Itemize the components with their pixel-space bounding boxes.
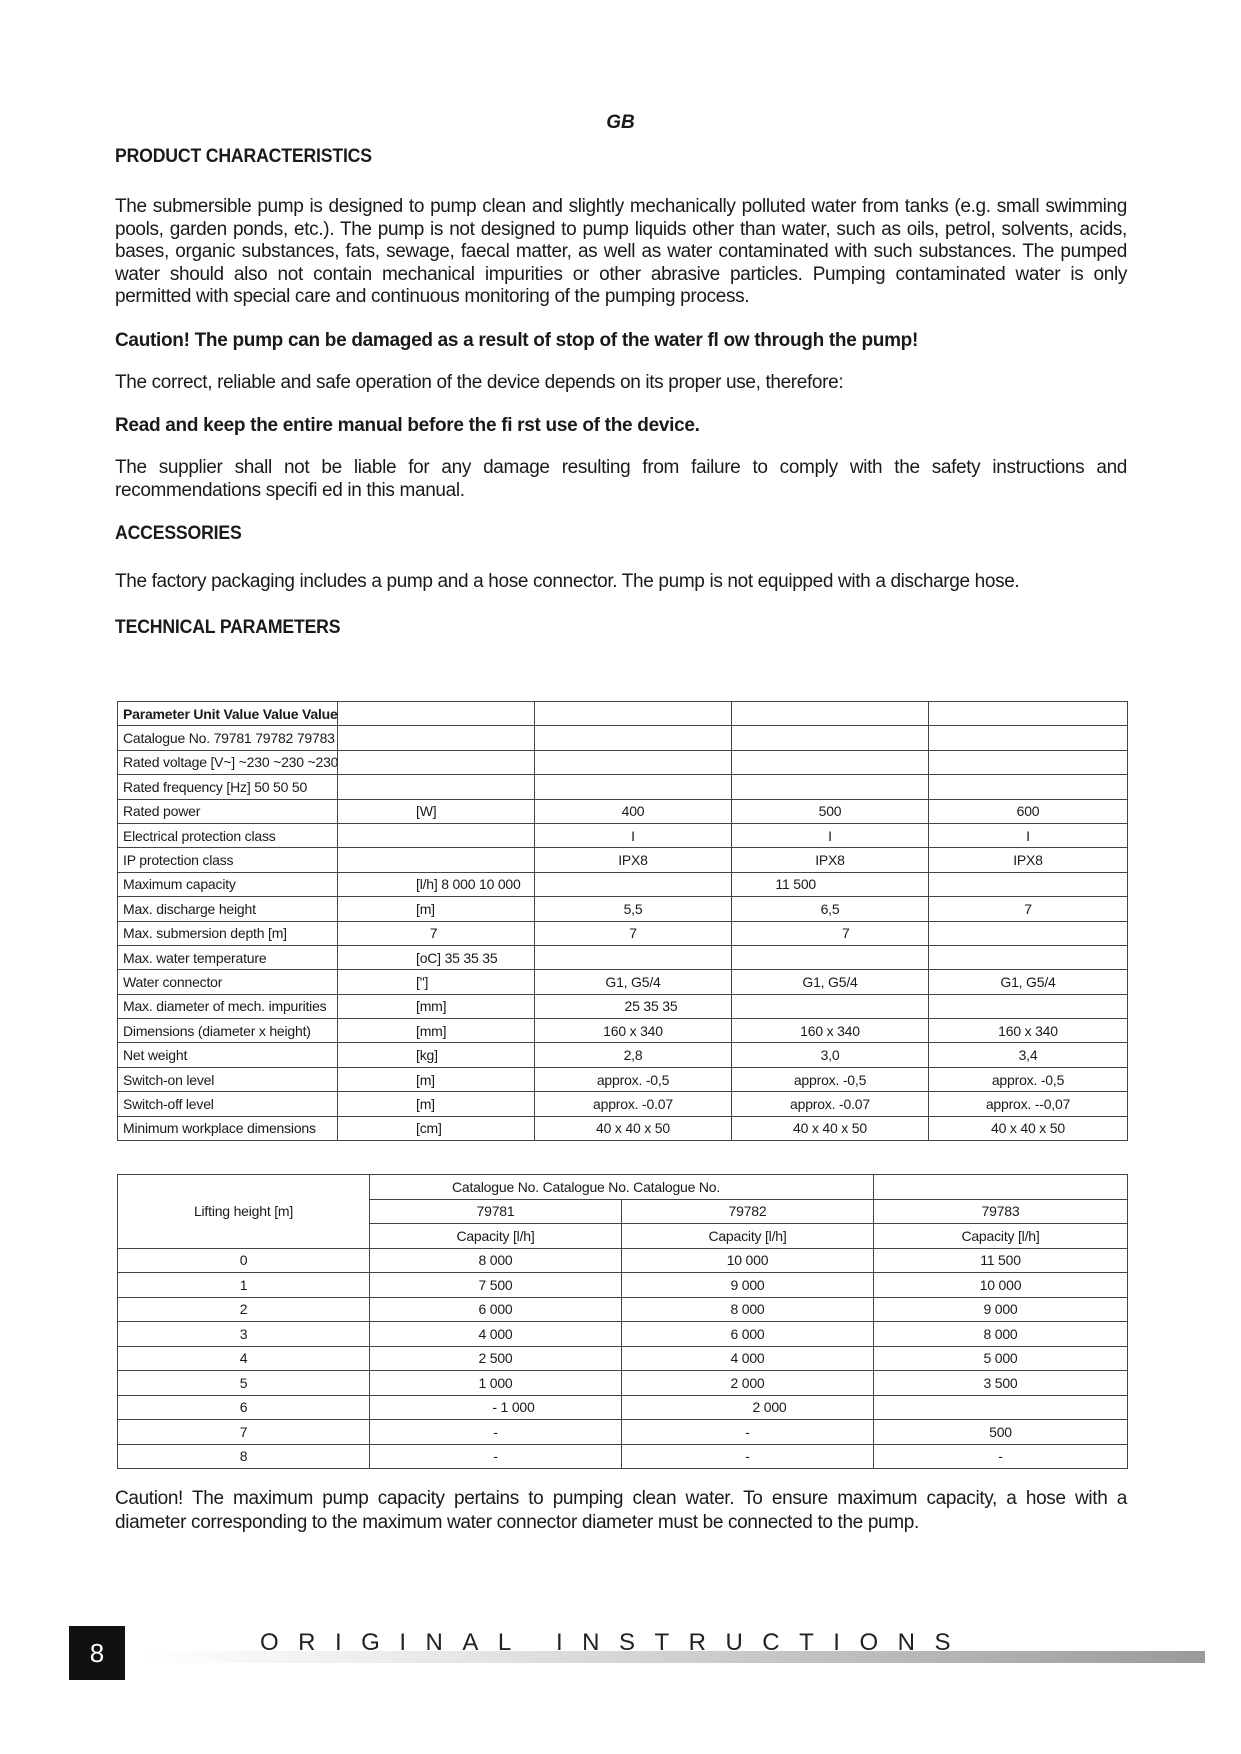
tech-param-name: Max. water temperature	[118, 945, 338, 969]
tech-row	[118, 799, 1128, 823]
tech-cell	[732, 750, 929, 774]
tech-cell: 160 x 340	[732, 1019, 929, 1043]
lifting-height-cell: 3	[118, 1322, 370, 1347]
read-manual-note: Read and keep the entire manual before the fi rst use of the device.	[115, 414, 700, 436]
capacity-cell: 8 000	[622, 1297, 874, 1322]
liability-note: The supplier shall not be liable for any damage resulting from failure to comply with the safety instructions and recommendations specifi ed in this manual.	[115, 457, 1127, 501]
tech-cell: ["]	[338, 970, 535, 994]
tech-cell: [W]	[338, 799, 535, 823]
tech-cell: [m]	[338, 1067, 535, 1091]
capacity-cell: 6 000	[622, 1322, 874, 1347]
tech-cell: I	[732, 823, 929, 847]
tech-row	[118, 994, 1128, 1018]
tech-cell: 25 35 35	[553, 994, 750, 1018]
tech-cell: [mm]	[338, 994, 535, 1018]
lifting-height-cell: 7	[118, 1420, 370, 1445]
tech-cell: 160 x 340	[929, 1019, 1128, 1043]
tech-param-name: Parameter Unit Value Value Value	[118, 702, 338, 726]
lifting-height-cell: 8	[118, 1444, 370, 1469]
tech-cell	[732, 945, 929, 969]
capacity-cell: 10 000	[622, 1248, 874, 1273]
model-cell: 79782	[622, 1199, 874, 1224]
capacity-cell: -	[874, 1444, 1128, 1469]
tech-cell	[535, 945, 732, 969]
lifting-height-cell: 0	[118, 1248, 370, 1273]
tech-cell: 400	[535, 799, 732, 823]
tech-cell: 500	[732, 799, 929, 823]
capacity-row	[118, 1297, 1128, 1322]
tech-cell: G1, G5/4	[929, 970, 1128, 994]
tech-param-name: Max. diameter of mech. impurities	[118, 994, 338, 1018]
section-title-accessories: ACCESSORIES	[115, 523, 242, 544]
tech-cell: IPX8	[732, 848, 929, 872]
model-cell: 79783	[874, 1199, 1128, 1224]
tech-param-name: Rated voltage [V~] ~230 ~230 ~230	[118, 750, 338, 774]
operation-note: The correct, reliable and safe operation of the device depends on its proper use, therefore:	[115, 372, 844, 393]
tech-cell: approx. -0,5	[732, 1067, 929, 1091]
tech-row	[118, 848, 1128, 872]
tech-cell: [oC] 35 35 35	[338, 945, 535, 969]
tech-row	[118, 1067, 1128, 1091]
capacity-cell: 11 500	[874, 1248, 1128, 1273]
tech-cell	[535, 726, 732, 750]
tech-cell: G1, G5/4	[535, 970, 732, 994]
tech-param-name: Maximum capacity	[118, 872, 338, 896]
tech-row	[118, 945, 1128, 969]
tech-cell	[732, 775, 929, 799]
tech-cell: approx. -0,5	[929, 1067, 1128, 1091]
capacity-row	[118, 1248, 1128, 1273]
tech-cell: G1, G5/4	[732, 970, 929, 994]
tech-cell: approx. -0.07	[732, 1092, 929, 1116]
tech-cell	[929, 872, 1128, 896]
tech-cell: 3,4	[929, 1043, 1128, 1067]
tech-cell	[929, 994, 1128, 1018]
capacity-cell: 2 500	[370, 1346, 622, 1371]
capacity-cell: - 1 000	[388, 1395, 640, 1420]
tech-cell	[732, 994, 929, 1018]
lifting-height-cell: 5	[118, 1371, 370, 1396]
page-number: 8	[69, 1626, 125, 1680]
tech-param-name: Switch-off level	[118, 1092, 338, 1116]
capacity-cell: 6 000	[370, 1297, 622, 1322]
model-cell: 79781	[370, 1199, 622, 1224]
section-title-technical-parameters: TECHNICAL PARAMETERS	[115, 616, 341, 638]
capacity-cell: 8 000	[370, 1248, 622, 1273]
tech-cell	[535, 702, 732, 726]
capacity-cell: 1 000	[370, 1371, 622, 1396]
tech-cell: approx. --0,07	[929, 1092, 1128, 1116]
capacity-cell: -	[370, 1444, 622, 1469]
tech-cell	[929, 726, 1128, 750]
capacity-cell: 4 000	[370, 1322, 622, 1347]
tech-cell: 5,5	[535, 897, 732, 921]
tech-cell: 7	[535, 921, 732, 945]
capacity-cell: 2 000	[644, 1395, 896, 1420]
tech-row	[118, 726, 1128, 750]
tech-row	[118, 921, 1128, 945]
tech-cell: 6,5	[732, 897, 929, 921]
catalogue-header: Catalogue No. Catalogue No. Catalogue No.	[370, 1175, 874, 1200]
tech-cell	[929, 921, 1128, 945]
tech-param-name: Switch-on level	[118, 1067, 338, 1091]
tech-cell: IPX8	[535, 848, 732, 872]
tech-cell: [mm]	[338, 1019, 535, 1043]
tech-cell: approx. -0.07	[535, 1092, 732, 1116]
tech-row	[118, 1092, 1128, 1116]
tech-row	[118, 897, 1128, 921]
tech-cell	[732, 702, 929, 726]
catalogue-header-empty	[874, 1175, 1128, 1200]
capacity-cell: 10 000	[874, 1273, 1128, 1298]
footer-title: ORIGINAL INSTRUCTIONS	[260, 1629, 970, 1656]
tech-cell: 3,0	[732, 1043, 929, 1067]
capacity-cell: 5 000	[874, 1346, 1128, 1371]
tech-row	[118, 1116, 1128, 1140]
tech-param-name: Dimensions (diameter x height)	[118, 1019, 338, 1043]
tech-cell: IPX8	[929, 848, 1128, 872]
tech-cell	[929, 750, 1128, 774]
tech-cell: 7	[732, 921, 929, 945]
capacity-row	[118, 1322, 1128, 1347]
tech-row	[118, 970, 1128, 994]
capacity-unit-cell: Capacity [l/h]	[370, 1224, 622, 1249]
tech-cell	[535, 750, 732, 774]
capacity-cell: -	[622, 1444, 874, 1469]
technical-parameters-table	[117, 701, 1128, 1141]
tech-cell: [cm]	[338, 1116, 535, 1140]
capacity-cell: -	[370, 1420, 622, 1445]
tech-cell: [l/h] 8 000 10 000	[338, 872, 535, 896]
tech-param-name: IP protection class	[118, 848, 338, 872]
capacity-unit-cell: Capacity [l/h]	[874, 1224, 1128, 1249]
tech-cell	[338, 750, 535, 774]
main-content	[115, 146, 1127, 639]
tech-cell: [m]	[338, 1092, 535, 1116]
tech-cell	[338, 848, 535, 872]
tech-row	[118, 750, 1128, 774]
tech-cell: 7	[338, 921, 535, 945]
tech-cell	[338, 702, 535, 726]
capacity-cell: 4 000	[622, 1346, 874, 1371]
capacity-header-row	[118, 1175, 1128, 1200]
tech-cell: 600	[929, 799, 1128, 823]
capacity-table	[117, 1174, 1128, 1469]
capacity-caution-note: Caution! The maximum pump capacity pertains to pumping clean water. To ensure maximum capacity, a hose with a diameter corresponding to the maximum water connector diameter must be connected to the pump.	[115, 1488, 1127, 1533]
tech-param-name: Max. discharge height	[118, 897, 338, 921]
tech-row	[118, 872, 1128, 896]
accessories-description: The factory packaging includes a pump and a hose connector. The pump is not equipped with a discharge hose.	[115, 571, 1020, 592]
lifting-height-cell: 6	[118, 1395, 370, 1420]
capacity-cell: 9 000	[622, 1273, 874, 1298]
tech-row	[118, 823, 1128, 847]
tech-param-name: Net weight	[118, 1043, 338, 1067]
capacity-row	[118, 1273, 1128, 1298]
tech-cell: [m]	[338, 897, 535, 921]
tech-row	[118, 1043, 1128, 1067]
capacity-cell: 2 000	[622, 1371, 874, 1396]
capacity-cell: 7 500	[370, 1273, 622, 1298]
tech-param-name: Rated frequency [Hz] 50 50 50	[118, 775, 338, 799]
capacity-row	[118, 1395, 1128, 1420]
tech-row	[118, 702, 1128, 726]
tech-cell: 40 x 40 x 50	[732, 1116, 929, 1140]
tech-param-name: Rated power	[118, 799, 338, 823]
capacity-cell: 8 000	[874, 1322, 1128, 1347]
capacity-cell: 500	[874, 1420, 1128, 1445]
tech-row	[118, 775, 1128, 799]
capacity-row	[118, 1420, 1128, 1445]
tech-param-name: Max. submersion depth [m]	[118, 921, 338, 945]
tech-cell: 160 x 340	[535, 1019, 732, 1043]
tech-cell: 2,8	[535, 1043, 732, 1067]
tech-cell: approx. -0,5	[535, 1067, 732, 1091]
capacity-row	[118, 1346, 1128, 1371]
tech-cell	[338, 775, 535, 799]
lifting-height-cell: 1	[118, 1273, 370, 1298]
tech-cell: 40 x 40 x 50	[929, 1116, 1128, 1140]
tech-row	[118, 1019, 1128, 1043]
tech-cell: I	[929, 823, 1128, 847]
language-code: GB	[606, 112, 635, 133]
capacity-cell: 9 000	[874, 1297, 1128, 1322]
tech-cell: I	[535, 823, 732, 847]
tech-cell	[732, 726, 929, 750]
section-title-product-characteristics: PRODUCT CHARACTERISTICS	[115, 146, 372, 167]
lifting-height-cell: 4	[118, 1346, 370, 1371]
tech-param-name: Catalogue No. 79781 79782 79783	[118, 726, 338, 750]
tech-param-name: Water connector	[118, 970, 338, 994]
tech-cell: 7	[929, 897, 1128, 921]
tech-cell	[338, 726, 535, 750]
capacity-row	[118, 1371, 1128, 1396]
tech-cell	[338, 823, 535, 847]
product-description: The submersible pump is designed to pump clean and slightly mechanically polluted water from tanks (e.g. small swimming pools, garden ponds, etc.). The pump is not designed to pump liquids other than water, such as oils, petrol, solvents, acids, bases, organic substances, fats, sewage, faecal matter, as well as water contaminated with such substances. The pumped water should also not contain mechanical impurities or other abrasive particles. Pumping contaminated water is only permitted with special care and continuous monitoring of the pumping process.	[115, 196, 1127, 307]
capacity-row	[118, 1444, 1128, 1469]
capacity-cell: -	[622, 1420, 874, 1445]
tech-cell	[929, 702, 1128, 726]
tech-param-name: Minimum workplace dimensions	[118, 1116, 338, 1140]
capacity-cell: 3 500	[874, 1371, 1128, 1396]
capacity-unit-cell: Capacity [l/h]	[622, 1224, 874, 1249]
tech-param-name: Electrical protection class	[118, 823, 338, 847]
caution-waterflow: Caution! The pump can be damaged as a result of stop of the water fl ow through the pump!	[115, 329, 919, 351]
tech-cell	[535, 775, 732, 799]
lifting-height-header: Lifting height [m]	[118, 1175, 370, 1249]
tech-cell	[929, 775, 1128, 799]
tech-cell: [kg]	[338, 1043, 535, 1067]
tech-cell: 40 x 40 x 50	[535, 1116, 732, 1140]
tech-cell	[929, 945, 1128, 969]
tech-cell: 11 500	[620, 872, 817, 896]
capacity-cell	[874, 1395, 1128, 1420]
lifting-height-cell: 2	[118, 1297, 370, 1322]
